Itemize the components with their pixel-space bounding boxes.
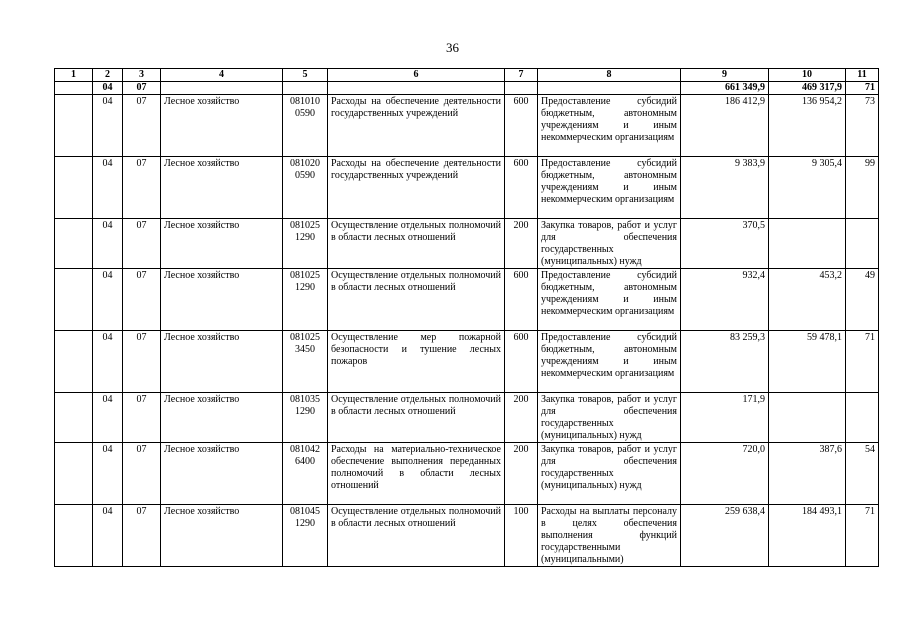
table-row [55, 331, 879, 393]
percent-cell: 71 [846, 505, 879, 567]
article-name-cell: Осуществление отдельных полномочий в области лесных отношений [328, 393, 505, 443]
table-row [55, 157, 879, 219]
planned-amount-cell: 9 383,9 [681, 157, 769, 219]
subsection-cell: 07 [123, 269, 161, 331]
expense-type-name-cell: Закупка товаров, работ и услуг для обеспечения государственных (муниципальных) нужд [538, 393, 681, 443]
row-number-cell [55, 331, 93, 393]
expense-type-cell: 200 [505, 219, 538, 269]
expense-type-cell: 600 [505, 95, 538, 157]
column-header: 8 [538, 69, 681, 82]
subsection-name-cell: Лесное хозяйство [161, 331, 283, 393]
target-article-cell: 081042 6400 [283, 443, 328, 505]
expense-type-cell: 600 [505, 157, 538, 219]
subsection-name-cell: Лесное хозяйство [161, 95, 283, 157]
target-article-cell: 081035 1290 [283, 393, 328, 443]
executed-amount-cell [769, 393, 846, 443]
executed-amount-cell: 453,2 [769, 269, 846, 331]
total-row [55, 82, 879, 95]
article-name-cell: Расходы на обеспечение деятельности государственных учреждений [328, 157, 505, 219]
table-row [55, 443, 879, 505]
column-header: 4 [161, 69, 283, 82]
executed-amount-cell: 136 954,2 [769, 95, 846, 157]
column-header: 7 [505, 69, 538, 82]
total-cell [55, 82, 93, 95]
target-article-cell: 081010 0590 [283, 95, 328, 157]
page-number: 36 [446, 40, 459, 55]
expense-type-name-cell: Предоставление субсидий бюджетным, автономным учреждениям и иным некоммерческим организациям [538, 269, 681, 331]
section-cell: 04 [93, 157, 123, 219]
planned-amount-cell: 259 638,4 [681, 505, 769, 567]
percent-cell: 54 [846, 443, 879, 505]
subsection-name-cell: Лесное хозяйство [161, 157, 283, 219]
planned-amount-cell: 720,0 [681, 443, 769, 505]
column-header: 6 [328, 69, 505, 82]
column-header: 2 [93, 69, 123, 82]
percent-cell: 73 [846, 95, 879, 157]
expense-type-name-cell: Предоставление субсидий бюджетным, автономным учреждениям и иным некоммерческим организациям [538, 157, 681, 219]
planned-amount-cell: 171,9 [681, 393, 769, 443]
article-name-cell: Осуществление отдельных полномочий в области лесных отношений [328, 219, 505, 269]
executed-amount-cell: 9 305,4 [769, 157, 846, 219]
column-header: 11 [846, 69, 879, 82]
article-name-cell: Осуществление отдельных полномочий в области лесных отношений [328, 269, 505, 331]
section-cell: 04 [93, 443, 123, 505]
planned-amount-cell: 932,4 [681, 269, 769, 331]
expense-type-name-cell: Предоставление субсидий бюджетным, автономным учреждениям и иным некоммерческим организациям [538, 331, 681, 393]
planned-amount-cell: 370,5 [681, 219, 769, 269]
total-cell [538, 82, 681, 95]
expense-type-cell: 100 [505, 505, 538, 567]
column-header: 9 [681, 69, 769, 82]
subsection-name-cell: Лесное хозяйство [161, 505, 283, 567]
section-cell: 04 [93, 95, 123, 157]
column-header: 10 [769, 69, 846, 82]
total-section: 04 [93, 82, 123, 95]
target-article-cell: 081025 3450 [283, 331, 328, 393]
article-name-cell: Расходы на материально-техническое обеспечение выполнения переданных полномочий в области лесных отношений [328, 443, 505, 505]
table-row [55, 219, 879, 269]
expense-type-name-cell: Расходы на выплаты персоналу в целях обеспечения выполнения функций государственными (муниципальными) [538, 505, 681, 567]
section-cell: 04 [93, 505, 123, 567]
column-header: 1 [55, 69, 93, 82]
percent-cell [846, 393, 879, 443]
percent-cell: 49 [846, 269, 879, 331]
header-row [55, 69, 879, 82]
total-cell [505, 82, 538, 95]
expense-type-cell: 600 [505, 331, 538, 393]
row-number-cell [55, 443, 93, 505]
subsection-cell: 07 [123, 95, 161, 157]
executed-amount-cell: 184 493,1 [769, 505, 846, 567]
target-article-cell: 081025 1290 [283, 219, 328, 269]
column-header: 3 [123, 69, 161, 82]
article-name-cell: Осуществление мер пожарной безопасности и тушение лесных пожаров [328, 331, 505, 393]
expense-type-cell: 200 [505, 443, 538, 505]
expense-type-name-cell: Закупка товаров, работ и услуг для обеспечения государственных (муниципальных) нужд [538, 443, 681, 505]
total-executed: 469 317,9 [769, 82, 846, 95]
percent-cell: 99 [846, 157, 879, 219]
table-row [55, 393, 879, 443]
percent-cell [846, 219, 879, 269]
subsection-cell: 07 [123, 393, 161, 443]
subsection-cell: 07 [123, 219, 161, 269]
budget-table [54, 68, 879, 567]
section-cell: 04 [93, 219, 123, 269]
section-cell: 04 [93, 393, 123, 443]
subsection-cell: 07 [123, 157, 161, 219]
total-cell [161, 82, 283, 95]
subsection-cell: 07 [123, 443, 161, 505]
subsection-name-cell: Лесное хозяйство [161, 269, 283, 331]
planned-amount-cell: 83 259,3 [681, 331, 769, 393]
table-body [55, 69, 879, 567]
subsection-name-cell: Лесное хозяйство [161, 443, 283, 505]
row-number-cell [55, 219, 93, 269]
executed-amount-cell [769, 219, 846, 269]
subsection-cell: 07 [123, 505, 161, 567]
expense-type-cell: 200 [505, 393, 538, 443]
table-row [55, 95, 879, 157]
subsection-name-cell: Лесное хозяйство [161, 219, 283, 269]
table-row [55, 505, 879, 567]
row-number-cell [55, 157, 93, 219]
row-number-cell [55, 269, 93, 331]
target-article-cell: 081025 1290 [283, 269, 328, 331]
expense-type-name-cell: Закупка товаров, работ и услуг для обеспечения государственных (муниципальных) нужд [538, 219, 681, 269]
total-subsection: 07 [123, 82, 161, 95]
row-number-cell [55, 95, 93, 157]
section-cell: 04 [93, 331, 123, 393]
total-planned: 661 349,9 [681, 82, 769, 95]
executed-amount-cell: 387,6 [769, 443, 846, 505]
article-name-cell: Осуществление отдельных полномочий в области лесных отношений [328, 505, 505, 567]
percent-cell: 71 [846, 331, 879, 393]
target-article-cell: 081020 0590 [283, 157, 328, 219]
total-cell [283, 82, 328, 95]
subsection-name-cell: Лесное хозяйство [161, 393, 283, 443]
planned-amount-cell: 186 412,9 [681, 95, 769, 157]
total-cell [328, 82, 505, 95]
expense-type-cell: 600 [505, 269, 538, 331]
executed-amount-cell: 59 478,1 [769, 331, 846, 393]
article-name-cell: Расходы на обеспечение деятельности государственных учреждений [328, 95, 505, 157]
subsection-cell: 07 [123, 331, 161, 393]
target-article-cell: 081045 1290 [283, 505, 328, 567]
row-number-cell [55, 505, 93, 567]
row-number-cell [55, 393, 93, 443]
total-percent: 71 [846, 82, 879, 95]
expense-type-name-cell: Предоставление субсидий бюджетным, автономным учреждениям и иным некоммерческим организациям [538, 95, 681, 157]
table-row [55, 269, 879, 331]
column-header: 5 [283, 69, 328, 82]
section-cell: 04 [93, 269, 123, 331]
